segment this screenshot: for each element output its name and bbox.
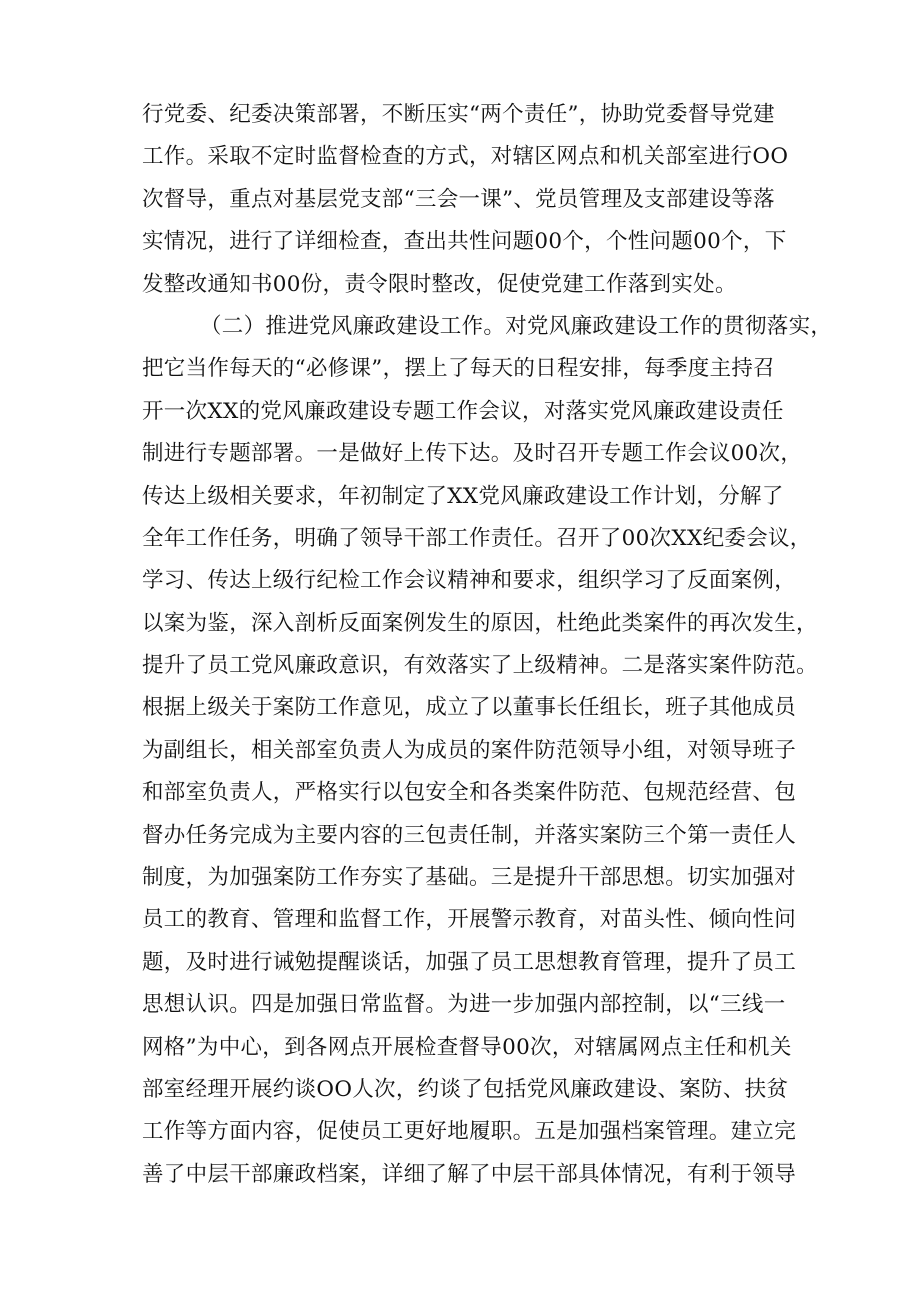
text-line: 次督导，重点对基层党支部“三会一课”、党员管理及支部建设等落 [142,186,775,212]
text-line: 督办任务完成为主要内容的三包责任制，并落实案防三个第一责任人 [142,822,797,848]
text-line: 以案为鉴，深入剖析反面案例发生的原因，杜绝此类案件的再次发生， [142,610,818,636]
text-line: 学习、传达上级行纪检工作会议精神和要求，组织学习了反面案例， [142,568,797,594]
text-line: 思想认识。四是加强日常监督。为进一步加强内部控制，以“三线一 [142,992,786,1018]
text-line: 员工的教育、管理和监督工作，开展警示教育，对苗头性、倾向性问 [142,907,797,933]
text-line: 开一次XX的党风廉政建设专题工作会议，对落实党风廉政建设责任 [142,398,784,424]
text-line: 行党委、纪委决策部署，不断压实“两个责任”，协助党委督导党建 [142,102,775,127]
text-line: 部室经理开展约谈OO人次，约谈了包括党风廉政建设、案防、扶贫 [142,1076,789,1102]
text-line: 制进行专题部署。一是做好上传下达。及时召开专题工作会议00次， [142,441,803,467]
text-line: 传达上级相关要求，年初制定了XX党风廉政建设工作计划，分解了 [142,483,784,509]
text-line: 全年工作任务，明确了领导干部工作责任。召开了00次XX纪委会议， [142,525,812,551]
text-line: 把它当作每天的“必修课”，摆上了每天的日程安排，每季度主持召 [142,356,775,382]
text-line: 提升了员工党风廉政意识，有效落实了上级精神。二是落实案件防范。 [142,653,818,679]
text-line: 为副组长，相关部室负责人为成员的案件防范领导小组，对领导班子 [142,737,797,763]
section-heading-line: （二）推进党风廉政建设工作。对党风廉政建设工作的贯彻落实， [200,313,833,339]
body-text [142,94,862,1196]
text-line: 善了中层干部廉政档案，详细了解了中层干部具体情况，有利于领导 [142,1161,797,1187]
text-line: 网格”为中心，到各网点开展检查督导00次，对辖属网点主任和机关 [142,1034,792,1060]
text-line: 题，及时进行诫勉提醒谈话，加强了员工思想教育管理，提升了员工 [142,949,797,975]
text-line: 实情况，进行了详细检查，查出共性问题00个，个性问题00个，下 [142,229,787,255]
text-line: 工作。采取不定时监督检查的方式，对辖区网点和机关部室进行OO [142,144,789,170]
text-line: 发整改通知书00份，责令限时整改，促使党建工作落到实处。 [142,271,737,297]
text-line: 根据上级关于案防工作意见，成立了以董事长任组长，班子其他成员 [142,695,797,721]
text-line: 工作等方面内容，促使员工更好地履职。五是加强档案管理。建立完 [142,1119,797,1145]
text-line: 和部室负责人，严格实行以包安全和各类案件防范、包规范经营、包 [142,780,797,806]
text-line: 制度，为加强案防工作夯实了基础。三是提升干部思想。切实加强对 [142,865,797,891]
